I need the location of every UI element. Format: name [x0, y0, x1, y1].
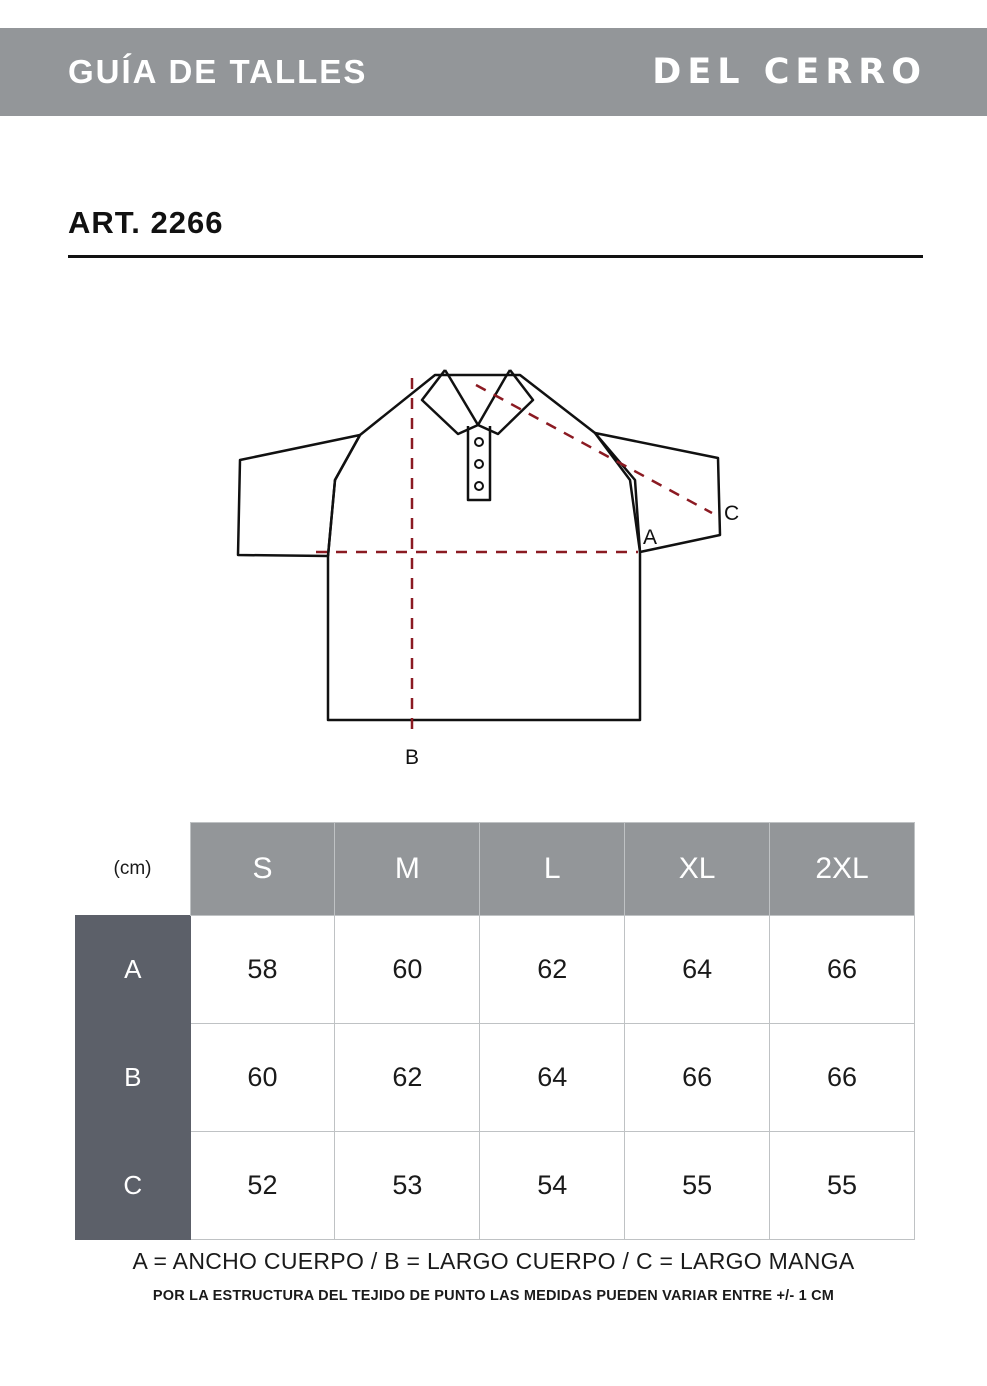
column-header-m: M	[335, 823, 480, 916]
cell-a-2xl: 66	[770, 916, 915, 1024]
column-header-l: L	[480, 823, 625, 916]
row-label-a: A	[76, 916, 191, 1024]
table-row	[76, 916, 915, 1024]
polo-shirt-diagram	[200, 330, 800, 780]
cell-b-2xl: 66	[770, 1024, 915, 1132]
brand-logo: DEL CERRO	[652, 52, 927, 92]
page-title: GUÍA DE TALLES	[68, 53, 368, 90]
header-bar	[0, 28, 987, 116]
measurement-disclaimer: POR LA ESTRUCTURA DEL TEJIDO DE PUNTO LAS MEDIDAS PUEDEN VARIAR ENTRE +/- 1 CM	[152, 1288, 835, 1304]
article-code: ART. 2266	[68, 205, 224, 240]
column-header-s: S	[190, 823, 335, 916]
cell-c-2xl: 55	[770, 1132, 915, 1240]
cell-a-l: 62	[480, 916, 625, 1024]
column-header-2xl: 2XL	[770, 823, 915, 916]
row-label-b: B	[76, 1024, 191, 1132]
column-header-xl: XL	[625, 823, 770, 916]
cell-a-xl: 64	[625, 916, 770, 1024]
cell-c-s: 52	[190, 1132, 335, 1240]
cell-b-s: 60	[190, 1024, 335, 1132]
cell-a-m: 60	[335, 916, 480, 1024]
table-row	[76, 1024, 915, 1132]
cell-b-xl: 66	[625, 1024, 770, 1132]
table-header-row	[76, 823, 915, 916]
size-table-wrapper	[75, 822, 915, 1240]
cell-b-l: 64	[480, 1024, 625, 1132]
unit-label: (cm)	[76, 823, 191, 916]
cell-b-m: 62	[335, 1024, 480, 1132]
cell-a-s: 58	[190, 916, 335, 1024]
article-divider	[68, 255, 923, 258]
article-block	[68, 205, 923, 258]
size-table	[75, 822, 915, 1240]
cell-c-xl: 55	[625, 1132, 770, 1240]
diagram-label-b: B	[405, 746, 420, 769]
cell-c-m: 53	[335, 1132, 480, 1240]
measurement-legend: A = ANCHO CUERPO / B = LARGO CUERPO / C = LARGO MANGA	[132, 1248, 855, 1274]
row-label-c: C	[76, 1132, 191, 1240]
table-row	[76, 1132, 915, 1240]
diagram-label-c: C	[724, 502, 740, 525]
cell-c-l: 54	[480, 1132, 625, 1240]
diagram-label-a: A	[643, 526, 658, 549]
